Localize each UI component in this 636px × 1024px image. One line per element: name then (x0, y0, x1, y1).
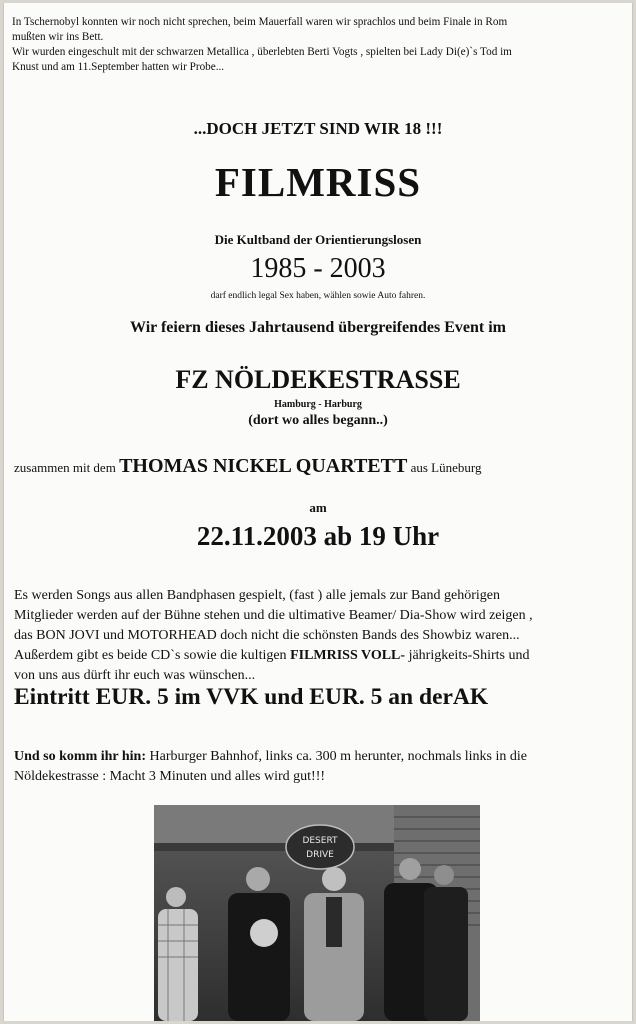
shirt-brand: FILMRISS VOLL- (290, 648, 406, 663)
band-name: FILMRISS (214, 159, 422, 205)
description-text (14, 586, 633, 686)
intro-line: mußten wir ins Bett. (12, 31, 104, 43)
band-photo (154, 805, 480, 1021)
description-line: von uns aus dürft ihr euch was wünschen... (14, 668, 256, 683)
directions (14, 747, 633, 787)
band-years: 1985 - 2003 (250, 253, 386, 284)
description-line (14, 646, 633, 666)
flyer-page (3, 3, 633, 1021)
date-prefix: am (309, 500, 327, 515)
support-act-line (14, 455, 633, 478)
intro-line: Wir wurden eingeschult mit der schwarzen Metallica , überlebten Berti Vogts , spielten bei Lady Di(e)`s Tod im (12, 46, 512, 58)
directions-line: Nöldekestrasse : Macht 3 Minuten und alles wird gut!!! (14, 769, 326, 784)
directions-lead: Und so komm ihr hin: (14, 749, 147, 764)
support-suffix: aus Lüneburg (410, 460, 482, 475)
band-tagline: Die Kultband der Orientierungslosen (214, 232, 422, 247)
headline: ...DOCH JETZT SIND WIR 18 !!! (193, 119, 443, 138)
event-line: Wir feiern dieses Jahrtausend übergreifendes Event im (130, 319, 506, 336)
description-line: Es werden Songs aus allen Bandphasen gespielt, (fast ) alle jemals zur Band gehörigen (14, 588, 500, 603)
sign-text: DESERT (302, 836, 338, 846)
description-line: das BON JOVI und MOTORHEAD doch nicht die schönsten Bands des Showbiz waren... (14, 628, 520, 643)
venue-city: Hamburg - Harburg (274, 399, 362, 410)
directions-text: Harburger Bahnhof, links ca. 300 m herunter, nochmals links in die (146, 749, 528, 764)
support-act-name: THOMAS NICKEL QUARTETT (119, 455, 408, 477)
description-fragment: Außerdem gibt es beide CD`s sowie die kultigen (14, 648, 291, 663)
directions-line (14, 747, 633, 767)
entry-price: Eintritt EUR. 5 im VVK und EUR. 5 an derAK (14, 684, 489, 710)
event-date: 22.11.2003 ab 19 Uhr (196, 521, 440, 551)
intro-line: In Tschernobyl konnten wir noch nicht sprechen, beim Mauerfall waren wir sprachlos und beim Finale in Rom (12, 16, 508, 28)
intro-line: Knust und am 11.September hatten wir Probe... (12, 61, 225, 73)
venue-name: FZ NÖLDEKESTRASSE (175, 365, 461, 394)
support-prefix: zusammen mit dem (14, 460, 116, 475)
sign-text: DRIVE (306, 850, 334, 860)
description-fragment: jährigkeits-Shirts und (405, 648, 530, 663)
intro-text (12, 15, 630, 75)
description-line: Mitglieder werden auf der Bühne stehen und die ultimative Beamer/ Dia-Show wird zeigen , (14, 608, 533, 623)
venue-note: (dort wo alles begann..) (248, 413, 388, 428)
legal-note: darf endlich legal Sex haben, wählen sowie Auto fahren. (210, 291, 426, 301)
